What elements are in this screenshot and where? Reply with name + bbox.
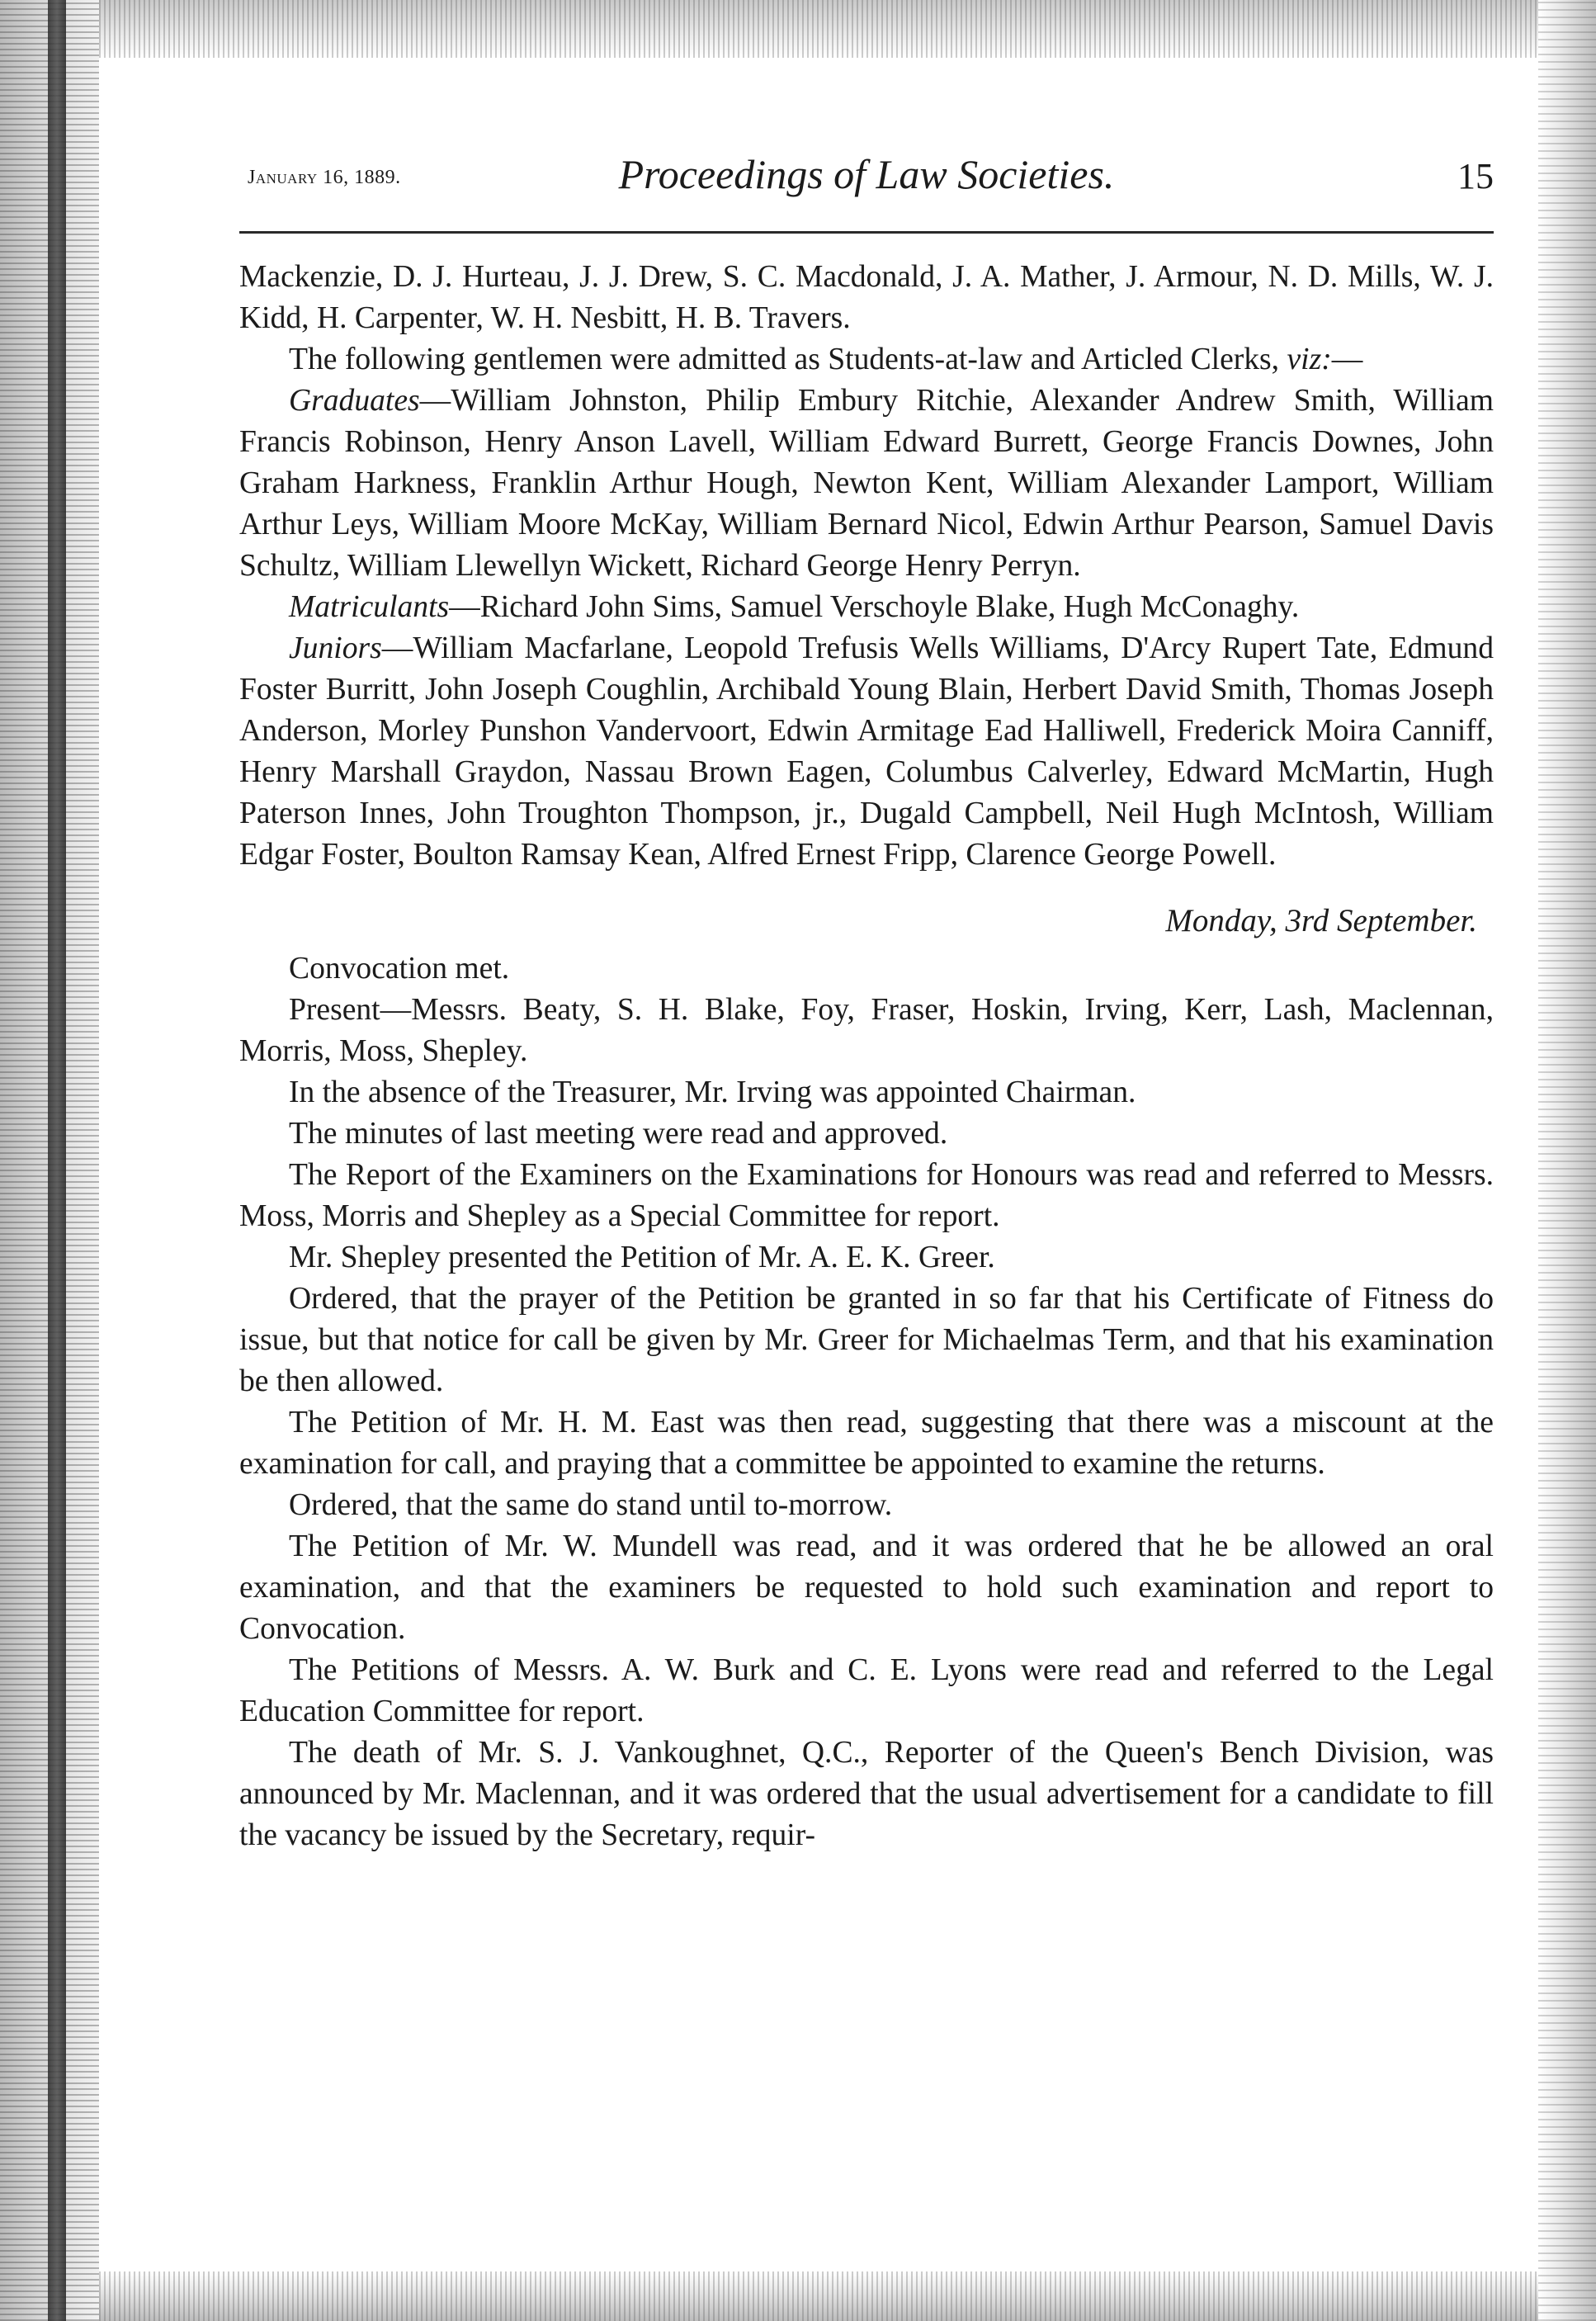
header-title: Proceedings of Law Societies.: [618, 151, 1115, 197]
graduates-list: —William Johnston, Philip Embury Ritchie, Alexander Andrew Smith, William Francis Robinson, Henry Anson Lavell, William Edward Burrett, George Francis Downes, John Graham Harkness, Franklin Arthur Hough, Newton Kent, William Alexander Lamport, William Arthur Leys, William Moore McKay, William Bernard Nicol, Edwin Arthur Pearson, Samuel Davis Schultz, William Llewellyn Wickett, Richard George Henry Perryn.: [239, 384, 1494, 583]
scan-border-bottom: [99, 2271, 1538, 2321]
paragraph-east-order: Ordered, that the same do stand until to-morrow.: [289, 1488, 893, 1522]
juniors-list: —William Macfarlane, Leopold Trefusis Wells Williams, D'Arcy Rupert Tate, Edmund Foster Burritt, John Joseph Coughlin, Archibald Young Blain, Herbert David Smith, Thomas Joseph Anderson, Morley Punshon Vandervoort, Edwin Armitage Ead Halliwell, Frederick Moira Canniff, Henry Marshall Graydon, Nassau Brown Eagen, Columbus Calverley, Edward McMartin, Hugh Paterson Innes, John Troughton Thompson, jr., Dugald Campbell, Neil Hugh McIntosh, William Edgar Foster, Boulton Ramsay Kean, Alfred Ernest Fripp, Clarence George Powell.: [239, 631, 1494, 872]
paragraph-present: Present—Messrs. Beaty, S. H. Blake, Foy, Fraser, Hoskin, Irving, Kerr, Lash, Maclennan, Morris, Moss, Shepley.: [239, 993, 1494, 1068]
matriculants-list: —Richard John Sims, Samuel Verschoyle Blake, Hugh McConaghy.: [449, 590, 1300, 624]
section-dateline: Monday, 3rd September.: [1165, 903, 1477, 938]
scan-border-left: [0, 0, 99, 2321]
paragraph-east-petition: The Petition of Mr. H. M. East was then read, suggesting that there was a miscount at the examination for call, and praying that a committee be appointed to examine the returns.: [239, 1406, 1494, 1481]
document-page: [239, 132, 1494, 1856]
body-text: [239, 257, 1494, 1856]
scan-border-top: [99, 0, 1538, 58]
header-date: January 16, 1889.: [248, 167, 401, 188]
graduates-label: Graduates: [289, 384, 420, 418]
paragraph-minutes: The minutes of last meeting were read and approved.: [289, 1117, 948, 1151]
paragraph-vankoughnet-death: The death of Mr. S. J. Vankoughnet, Q.C., Reporter of the Queen's Bench Division, was announced by Mr. Maclennan, and it was ordered that the usual advertisement for a candidate to fill the vacancy be issued by the Secretary, requir-: [239, 1736, 1494, 1852]
paragraph-graduates: [239, 381, 1494, 587]
scan-border-right: [1538, 0, 1596, 2321]
paragraph-burk-lyons-petitions: The Petitions of Messrs. A. W. Burk and C. E. Lyons were read and referred to the Legal Education Committee for report.: [239, 1653, 1494, 1728]
paragraph-greer-order: Ordered, that the prayer of the Petition be granted in so far that his Certificate of Fitness do issue, but that notice for call be given by Mr. Greer for Michaelmas Term, and that his examination be then allowed.: [239, 1282, 1494, 1398]
paragraph-greer-petition: Mr. Shepley presented the Petition of Mr. A. E. K. Greer.: [289, 1241, 995, 1274]
binding-shadow: [48, 0, 66, 2321]
paragraph-names-continued: Mackenzie, D. J. Hurteau, J. J. Drew, S. C. Macdonald, J. A. Mather, J. Armour, N. D. Mills, W. J. Kidd, H. Carpenter, W. H. Nesbitt, H. B. Travers.: [239, 260, 1494, 335]
page-number: 15: [1457, 156, 1494, 196]
paragraph-mundell-petition: The Petition of Mr. W. Mundell was read, and it was ordered that he be allowed an oral examination, and that the examiners be requested to hold such examination and report to Convocation.: [239, 1529, 1494, 1646]
paragraph-matriculants: [239, 587, 1494, 628]
admission-intro-dash: —: [1331, 343, 1363, 376]
paragraph-chairman: In the absence of the Treasurer, Mr. Irving was appointed Chairman.: [289, 1075, 1136, 1109]
admission-intro-viz: viz:: [1287, 343, 1332, 376]
running-head: [239, 132, 1494, 234]
matriculants-label: Matriculants: [289, 590, 450, 624]
admission-intro-text: The following gentlemen were admitted as Students-at-law and Articled Clerks,: [289, 343, 1287, 376]
paragraph-convocation-met: Convocation met.: [289, 952, 510, 986]
paragraph-juniors: [239, 628, 1494, 876]
juniors-label: Juniors: [289, 631, 382, 665]
paragraph-examiners-report: The Report of the Examiners on the Examinations for Honours was read and referred to Messrs. Moss, Morris and Shepley as a Special Committee for report.: [239, 1158, 1494, 1233]
paragraph-admission-intro: [239, 339, 1494, 381]
